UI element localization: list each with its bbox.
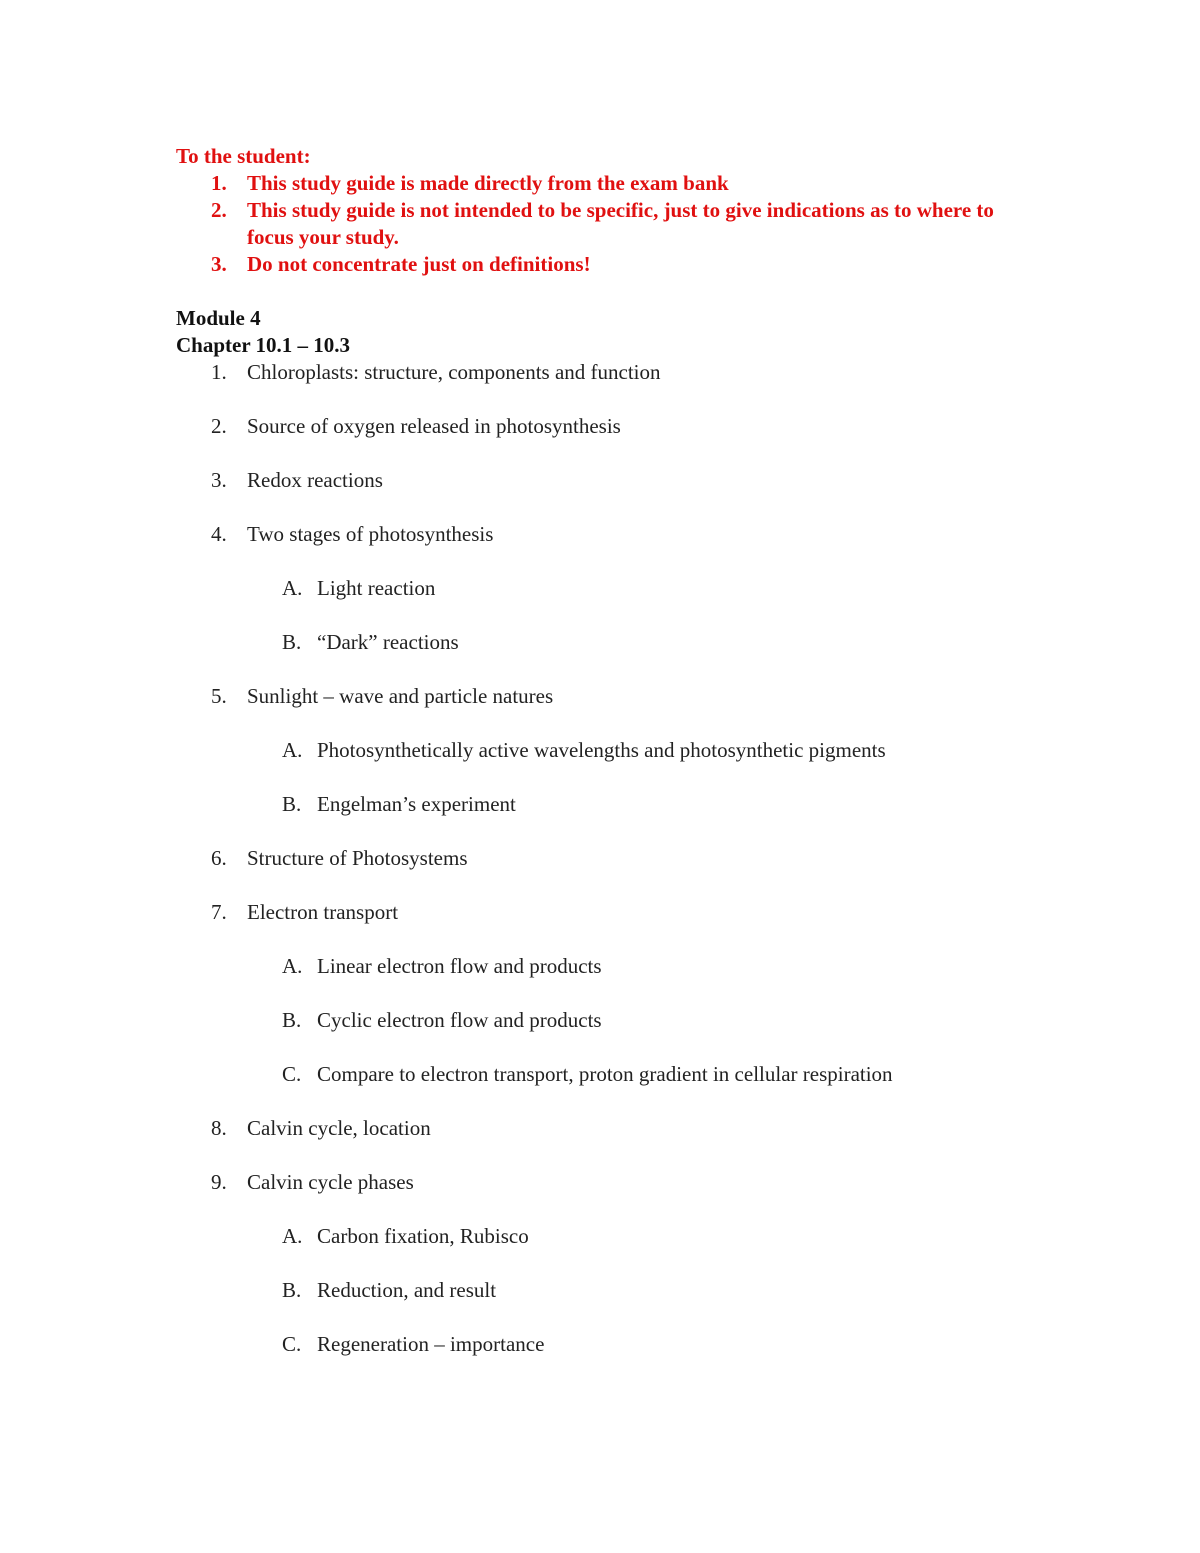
subtopic-item (176, 1331, 1036, 1358)
topic-number: 9. (211, 1170, 227, 1194)
topic-text: Electron transport (247, 900, 399, 924)
topic-number: 4. (211, 522, 227, 546)
notice-item-number: 2. (211, 198, 227, 222)
notice-list (176, 170, 1036, 278)
subtopic-letter: A. (282, 954, 303, 978)
document-body (176, 143, 1036, 1385)
topic-item (176, 521, 1036, 656)
subtopic-letter: B. (282, 1008, 302, 1032)
notice-item (176, 170, 1036, 197)
topic-text: Calvin cycle phases (247, 1170, 414, 1194)
subtopic-letter: B. (282, 792, 302, 816)
notice-item-number: 1. (211, 171, 227, 195)
topic-item (176, 467, 1036, 494)
subtopic-text: Linear electron flow and products (317, 954, 602, 978)
subtopic-letter: A. (282, 576, 303, 600)
topic-number: 5. (211, 684, 227, 708)
subtopic-item (176, 1061, 1036, 1088)
subtopic-text: Compare to electron transport, proton gradient in cellular respiration (317, 1062, 893, 1086)
topic-text: Structure of Photosystems (247, 846, 468, 870)
subtopic-item (176, 1223, 1036, 1250)
topic-number: 6. (211, 846, 227, 870)
topic-number: 1. (211, 360, 227, 384)
subtopic-text: Carbon fixation, Rubisco (317, 1224, 529, 1248)
subtopic-text: Reduction, and result (317, 1278, 497, 1302)
topic-item (176, 413, 1036, 440)
topic-item (176, 899, 1036, 1088)
subtopic-letter: A. (282, 738, 303, 762)
subtopic-letter: B. (282, 1278, 302, 1302)
subtopic-text: Light reaction (317, 576, 436, 600)
subtopic-item (176, 1277, 1036, 1304)
subtopic-item (176, 737, 1036, 764)
notice-item-text: This study guide is made directly from the exam bank (247, 171, 729, 195)
topic-number: 2. (211, 414, 227, 438)
subtopic-item (176, 791, 1036, 818)
notice-item-text: This study guide is not intended to be specific, just to give indications as to where to focus your study. (247, 198, 994, 249)
module-title: Module 4 (176, 306, 261, 330)
subtopic-list (247, 737, 1036, 818)
subtopic-item (176, 953, 1036, 980)
subtopic-item (176, 1007, 1036, 1034)
subtopic-text: Cyclic electron flow and products (317, 1008, 602, 1032)
subtopic-text: Regeneration – importance (317, 1332, 545, 1356)
topic-item (176, 1115, 1036, 1142)
subtopic-text: Engelman’s experiment (317, 792, 516, 816)
topic-text: Calvin cycle, location (247, 1116, 431, 1140)
topic-text: Redox reactions (247, 468, 383, 492)
subtopic-text: Photosynthetically active wavelengths and photosynthetic pigments (317, 738, 886, 762)
subtopic-list (247, 1223, 1036, 1358)
topic-text: Sunlight – wave and particle natures (247, 684, 554, 708)
subtopic-letter: C. (282, 1332, 302, 1356)
topic-text: Chloroplasts: structure, components and function (247, 360, 661, 384)
topic-number: 3. (211, 468, 227, 492)
topic-text: Source of oxygen released in photosynthesis (247, 414, 621, 438)
topic-item (176, 845, 1036, 872)
topic-item (176, 359, 1036, 386)
subtopic-list (247, 953, 1036, 1088)
subtopic-letter: A. (282, 1224, 303, 1248)
topic-number: 8. (211, 1116, 227, 1140)
subtopic-text: “Dark” reactions (317, 630, 459, 654)
subtopic-letter: B. (282, 630, 302, 654)
topic-item (176, 683, 1036, 818)
notice-title: To the student: (176, 144, 311, 168)
notice-item (176, 251, 1036, 278)
notice-item-text: Do not concentrate just on definitions! (247, 252, 591, 276)
subtopic-item (176, 629, 1036, 656)
subtopic-letter: C. (282, 1062, 302, 1086)
notice-item (176, 197, 1036, 251)
subtopic-list (247, 575, 1036, 656)
topic-text: Two stages of photosynthesis (247, 522, 494, 546)
notice-item-number: 3. (211, 252, 227, 276)
topic-item (176, 1169, 1036, 1358)
module-heading (176, 305, 1036, 359)
chapter-title: Chapter 10.1 – 10.3 (176, 333, 351, 357)
subtopic-item (176, 575, 1036, 602)
topic-outline (176, 359, 1036, 1358)
topic-number: 7. (211, 900, 227, 924)
